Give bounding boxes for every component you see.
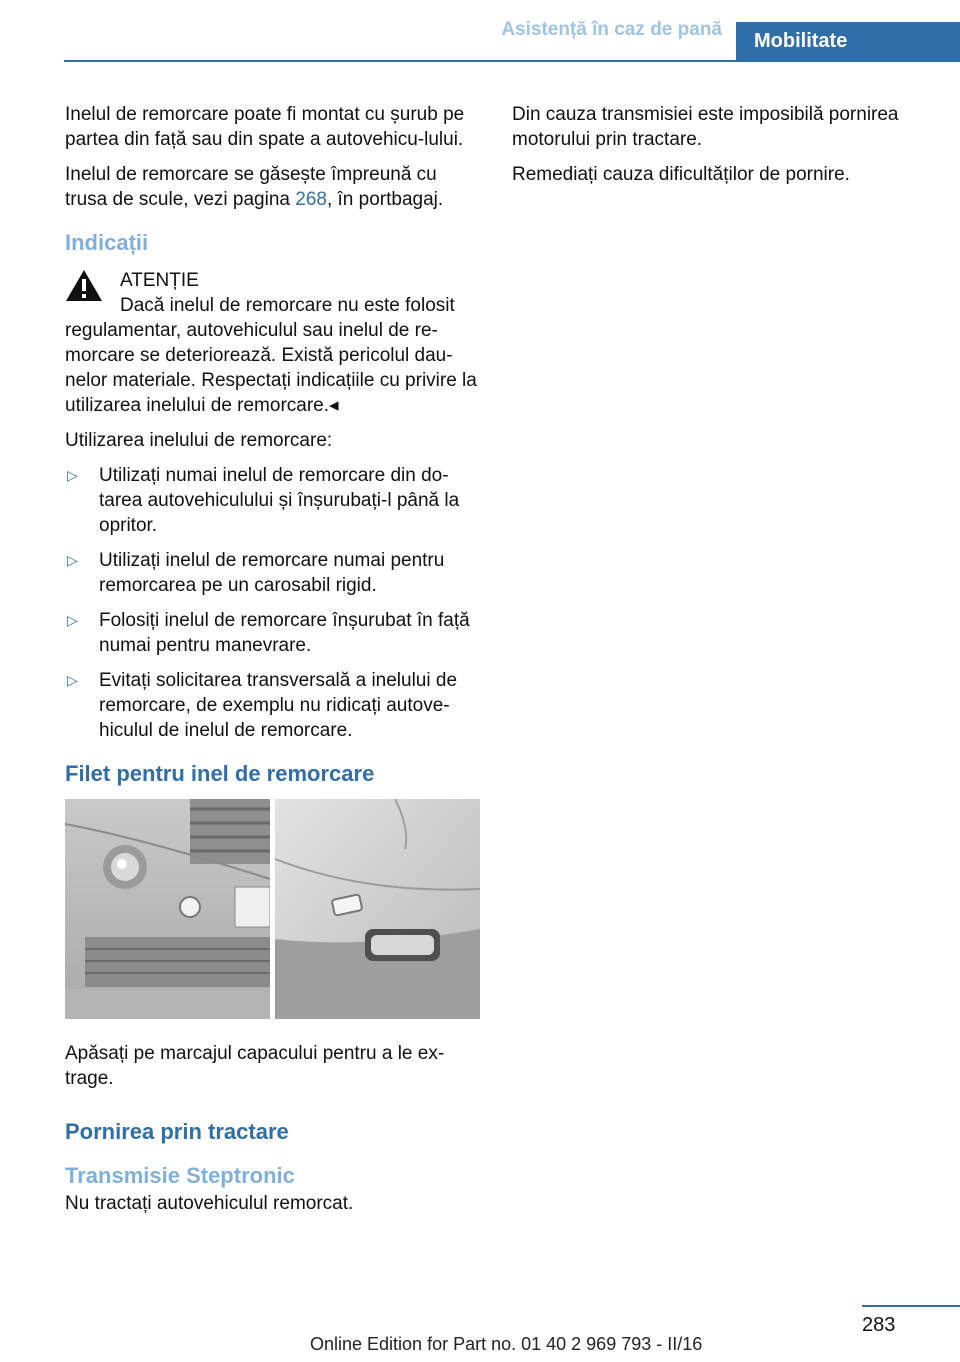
triangle-bullet-icon: ▷ bbox=[67, 467, 78, 483]
warning-triangle-icon bbox=[65, 268, 103, 302]
page-link-268[interactable]: 268 bbox=[295, 189, 327, 210]
footer-edition: Online Edition for Part no. 01 40 2 969 793 - II/16 bbox=[310, 1334, 703, 1354]
paragraph-location-text: Inelul de remorcare se găsește împreună cu trusa de scule, vezi pagina bbox=[65, 164, 437, 210]
paragraph-transmission: Din cauza transmisiei este imposibilă pornirea motorului prin tractare. bbox=[512, 104, 899, 150]
triangle-bullet-icon: ▷ bbox=[67, 612, 78, 628]
usage-list bbox=[65, 463, 477, 743]
paragraph-location bbox=[65, 162, 477, 212]
warning-block bbox=[65, 268, 477, 418]
right-column bbox=[512, 102, 922, 197]
tow-eye-thread-figure bbox=[65, 799, 480, 1019]
heading-steptronic: Transmisie Steptronic bbox=[65, 1163, 295, 1188]
header-chapter-tab: Mobilitate bbox=[736, 22, 960, 60]
heading-filet: Filet pentru inel de remorcare bbox=[65, 761, 375, 786]
list-item bbox=[65, 548, 477, 598]
list-item-text: Utilizați numai inelul de remorcare din do-tarea autovehiculului și înșurubați-l până la opritor. bbox=[99, 465, 460, 536]
usage-intro: Utilizarea inelului de remorcare: bbox=[65, 430, 333, 451]
left-column bbox=[65, 102, 477, 1226]
list-item-text: Folosiți inelul de remorcare înșurubat în față numai pentru manevrare. bbox=[99, 610, 470, 656]
bumper-illustration bbox=[65, 799, 480, 1019]
list-item bbox=[65, 668, 477, 743]
triangle-bullet-icon: ▷ bbox=[67, 672, 78, 688]
warning-text: Dacă inelul de remorcare nu este folosit regulamentar, autovehiculul sau inelul de re-morcare se deteriorează. Există pericolul dau-nelor materiale. Respectați indicațiile cu privire la utilizarea inelului de remorcare.◂ bbox=[65, 295, 477, 416]
header-section-title: Asistență în caz de pană bbox=[501, 19, 722, 40]
list-item-text: Evitați solicitarea transversală a inelului de remorcare, de exemplu nu ridicați autove-hiculul de inelul de remorcare. bbox=[99, 670, 458, 741]
triangle-bullet-icon: ▷ bbox=[67, 552, 78, 568]
list-item-text: Utilizați inelul de remorcare numai pentru remorcarea pe un carosabil rigid. bbox=[99, 550, 445, 596]
paragraph-mounting: Inelul de remorcare poate fi montat cu șurub pe partea din față sau din spate a autovehicu-lului. bbox=[65, 104, 465, 150]
header-rule bbox=[64, 60, 960, 62]
heading-indicatii: Indicații bbox=[65, 230, 149, 255]
paragraph-remedy: Remediați cauza dificultăților de pornire. bbox=[512, 164, 850, 185]
heading-pornirea: Pornirea prin tractare bbox=[65, 1119, 289, 1144]
steptronic-text: Nu tractați autovehiculul remorcat. bbox=[65, 1193, 354, 1214]
list-item bbox=[65, 608, 477, 658]
paragraph-location-end: , în portbagaj. bbox=[326, 189, 444, 210]
list-item bbox=[65, 463, 477, 538]
warning-title: ATENȚIE bbox=[120, 270, 199, 291]
footer-rule bbox=[862, 1305, 960, 1307]
page-number: 283 bbox=[862, 1314, 896, 1336]
figure-caption: Apăsați pe marcajul capacului pentru a le ex-trage. bbox=[65, 1043, 445, 1089]
